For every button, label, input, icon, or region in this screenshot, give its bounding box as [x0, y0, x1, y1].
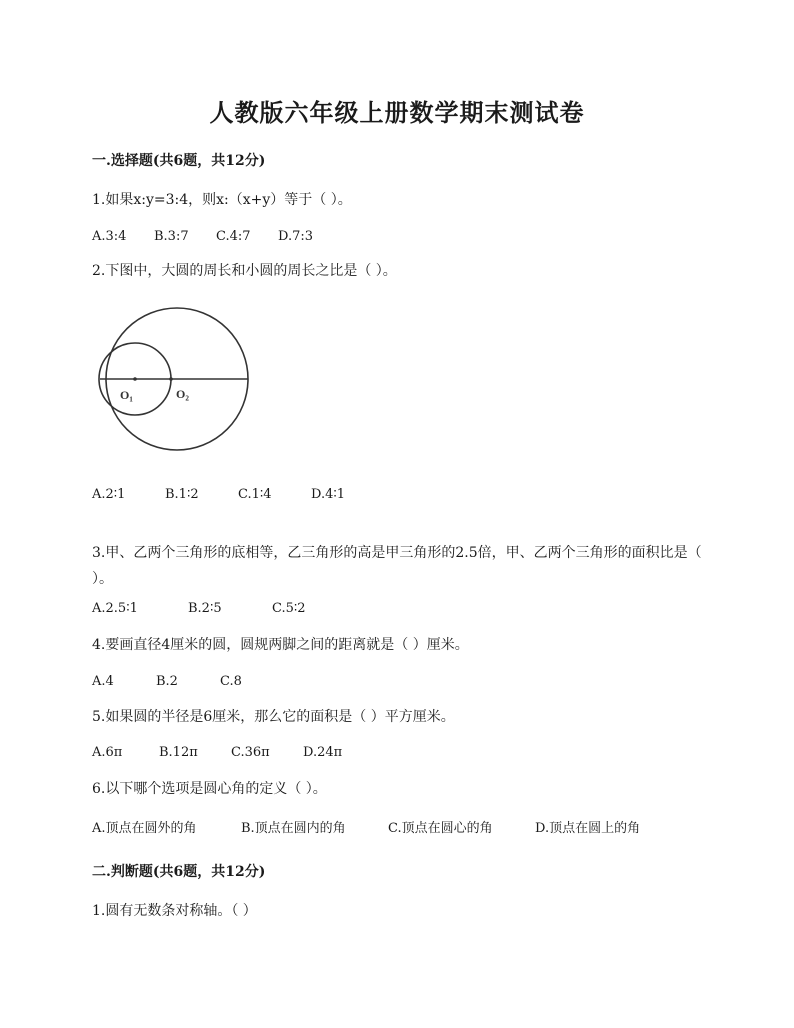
option-c: C.顶点在圆心的角: [388, 821, 493, 836]
section-header-judge: 二.判断题(共6题，共12分): [92, 864, 266, 880]
label-o1: O₁: [120, 388, 133, 402]
judge-question-1: 1.圆有无数条对称轴。（ ）: [92, 903, 257, 919]
option-b: B.2: [156, 674, 178, 689]
option-b: B.12π: [159, 745, 198, 760]
option-d: D.4∶1: [311, 487, 346, 502]
question-4-options: [92, 674, 242, 689]
option-a: A.4: [92, 674, 114, 689]
option-c: C.8: [220, 674, 242, 689]
question-2-options: [92, 487, 345, 502]
page-title: 人教版六年级上册数学期末测试卷: [209, 98, 585, 127]
section-header-choice: 一.选择题(共6题，共12分): [92, 153, 266, 169]
option-b: B.3:7: [154, 229, 189, 244]
option-c: C.1∶4: [238, 487, 272, 502]
question-5-options: [92, 745, 342, 760]
question-1: 1.如果x:y=3:4，则x:（x+y）等于（ ）。: [92, 192, 352, 208]
option-c: C.4:7: [216, 229, 251, 244]
question-4: 4.要画直径4厘米的圆，圆规两脚之间的距离就是（ ）厘米。: [92, 637, 469, 653]
question-6: 6.以下哪个选项是圆心角的定义（ ）。: [92, 781, 327, 797]
option-a: A.3:4: [92, 229, 127, 244]
question-5: 5.如果圆的半径是6厘米，那么它的面积是（ ）平方厘米。: [92, 709, 455, 725]
center-o2-dot: [169, 377, 173, 381]
question-6-options: [92, 817, 640, 836]
question-3: 3.甲、乙两个三角形的底相等，乙三角形的高是甲三角形的2.5倍，甲、乙两个三角形的面积比是（ ）。: [92, 545, 702, 587]
circles-figure: [94, 306, 256, 452]
option-d: D.24π: [303, 745, 343, 760]
option-a: A.2∶1: [92, 487, 126, 502]
option-b: B.顶点在圆内的角: [241, 821, 346, 836]
question-2: 2.下图中，大圆的周长和小圆的周长之比是（ ）。: [92, 263, 397, 279]
center-o1-dot: [133, 377, 137, 381]
option-a: A.6π: [92, 745, 123, 760]
option-c: C.5∶2: [272, 601, 306, 616]
question-1-options: [92, 229, 313, 244]
option-d: D.7:3: [278, 229, 314, 244]
option-d: D.顶点在圆上的角: [535, 821, 641, 836]
option-a: A.2.5∶1: [92, 601, 138, 616]
question-3-options: [92, 601, 306, 616]
label-o2: O₂: [176, 387, 189, 401]
option-b: B.2∶5: [188, 601, 222, 616]
option-c: C.36π: [231, 745, 270, 760]
option-a: A.顶点在圆外的角: [92, 821, 197, 836]
option-b: B.1∶2: [165, 487, 199, 502]
